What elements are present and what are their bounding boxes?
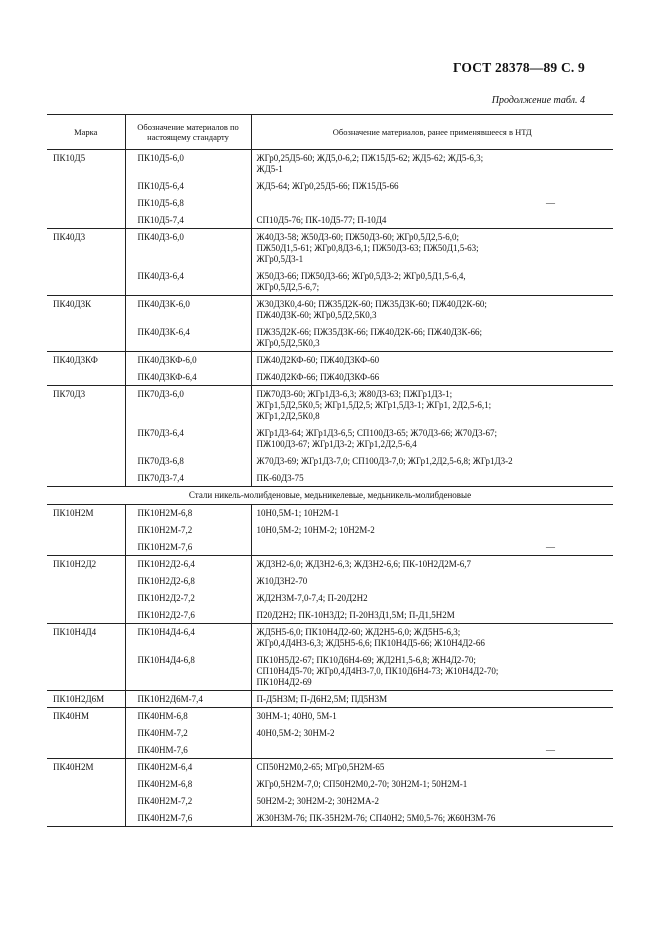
previous-designation-entry	[257, 542, 611, 553]
previous-designation-entry	[257, 271, 611, 293]
mark-cell: ПК40Д3	[47, 229, 125, 296]
designation-cell	[125, 229, 251, 296]
designation-entry	[138, 215, 248, 226]
designation-cell	[125, 150, 251, 229]
table-row	[47, 296, 613, 352]
previous-designation-entry	[257, 694, 611, 705]
previous-designation-line: ПЖ70Д3-60; ЖГр1Д3-6,3; Ж80Д3-63; ПЖГр1Д3-1;	[256, 389, 453, 399]
previous-designation-entry	[257, 559, 611, 570]
previous-designation-entry	[257, 813, 611, 824]
previous-designation-entry	[257, 593, 611, 604]
previous-designation-line: 40Н0,5М-2; 30НМ-2	[256, 727, 335, 738]
previous-designation-line: ЖГр1,5Д2,5К0,5; ЖГр1,5Д2,5; ЖГр1,5Д3-1; ЖГр1, 2Д2,5-6,1;	[256, 400, 492, 410]
previous-designation-line: ПЖ40Д2КФ-66; ПЖ40Д3КФ-66	[256, 372, 380, 382]
designation-text: ПК10Н2М-7,2	[137, 524, 193, 535]
designation-cell	[125, 352, 251, 386]
previous-designation-line: —	[546, 744, 555, 755]
mark-cell: ПК10Н4Д4	[47, 623, 125, 690]
previous-designation-line: П20Д2Н2; ПК-10Н3Д2; П-20Н3Д1,5М; П-Д1,5Н2М	[256, 609, 455, 620]
designation-cell	[125, 758, 251, 826]
designation-entry	[138, 525, 248, 536]
previous-designation-line: 10Н0,5М-2; 10НМ-2; 10Н2М-2	[256, 524, 375, 535]
previous-designation-line: Ж40Д3-58; Ж50Д3-60; ПЖ50Д3-60; ЖГр0,5Д2,5-6,0;	[256, 232, 459, 242]
designation-text: ПК40НМ-7,2	[137, 727, 188, 738]
previous-designation-line: ПЖ100Д3-67; ЖГр1Д3-2; ЖГр1,2Д2,5-6,4	[256, 439, 417, 449]
previous-designation-entry	[257, 762, 611, 773]
mark-cell: ПК10Н2Д6М	[47, 690, 125, 707]
previous-designation-line: Ж30Д3К0,4-60; ПЖ35Д2К-60; ПЖ35Д3К-60; ПЖ40Д2К-60;	[256, 299, 487, 309]
designation-text: ПК10Д5-6,4	[137, 181, 184, 191]
designation-text: ПК10Д5-6,0	[137, 153, 184, 163]
previous-designation-entry	[257, 655, 611, 688]
designation-text: ПК40НМ-6,8	[137, 710, 188, 721]
previous-designation-entry	[257, 232, 611, 265]
designation-text: ПК10Н2Д2-6,8	[137, 575, 195, 586]
column-header-mark: Марка	[47, 115, 125, 150]
previous-designation-entry	[257, 576, 611, 587]
designation-entry	[138, 711, 248, 722]
column-header-designation: Обозначение материалов по настоящему стандарту	[125, 115, 251, 150]
previous-designation-entry	[257, 627, 611, 649]
designation-entry	[138, 327, 248, 349]
previous-designation-cell	[251, 707, 613, 758]
mark-cell: ПК10Д5	[47, 150, 125, 229]
designation-entry	[138, 610, 248, 621]
designation-entry	[138, 779, 248, 790]
designation-text: ПК10Н2М-7,6	[137, 541, 193, 552]
table-row	[47, 386, 613, 487]
previous-designation-cell	[251, 352, 613, 386]
previous-designation-entry	[257, 198, 611, 209]
designation-entry	[138, 389, 248, 422]
designation-entry	[138, 813, 248, 824]
previous-designation-entry	[257, 473, 611, 484]
previous-designation-line: ПЖ40Д3К-60; ЖГр0,5Д2,5К0,3	[256, 310, 377, 320]
designation-entry	[138, 232, 248, 265]
materials-table	[47, 114, 613, 827]
designation-entry	[138, 762, 248, 773]
previous-designation-line: —	[546, 541, 555, 552]
designation-entry	[138, 271, 248, 293]
designation-entry	[138, 508, 248, 519]
previous-designation-entry	[257, 508, 611, 519]
designation-text: ПК10Н2Д2-7,6	[137, 609, 195, 620]
previous-designation-entry	[257, 372, 611, 383]
table-continuation-label: Продолжение табл. 4	[491, 95, 585, 106]
previous-designation-entry	[257, 327, 611, 349]
column-header-previous-designation: Обозначение материалов, ранее применявшееся в НТД	[251, 115, 613, 150]
designation-entry	[138, 576, 248, 587]
previous-designation-cell	[251, 555, 613, 623]
designation-text: ПК10Д5-6,8	[137, 198, 184, 208]
table-row	[47, 504, 613, 555]
designation-text: ПК40НМ-7,6	[137, 744, 188, 755]
mark-cell: ПК10Н2Д2	[47, 555, 125, 623]
mark-cell: ПК40Н2М	[47, 758, 125, 826]
designation-text: ПК10Н2Д6М-7,4	[137, 693, 203, 704]
designation-entry	[138, 198, 248, 209]
designation-text: ПК40Д3КФ-6,4	[137, 372, 197, 382]
previous-designation-line: Ж10Д3Н2-70	[256, 575, 308, 586]
previous-designation-entry	[257, 456, 611, 467]
designation-entry	[138, 456, 248, 467]
previous-designation-line: Ж50Д3-66; ПЖ50Д3-66; ЖГр0,5Д3-2; ЖГр0,5Д1,5-6,4,	[256, 271, 466, 281]
previous-designation-entry	[257, 745, 611, 756]
previous-designation-cell	[251, 758, 613, 826]
previous-designation-line: ЖД2Н3М-7,0-7,4; П-20Д2Н2	[256, 592, 368, 603]
designation-cell	[125, 504, 251, 555]
previous-designation-line: ПЖ50Д1,5-61; ЖГр0,8Д3-6,1; ПЖ50Д3-63; ПЖ50Д1,5-63;	[256, 243, 479, 253]
table-row	[47, 352, 613, 386]
previous-designation-line: ЖГр0,5Д3-1	[256, 254, 304, 264]
designation-text: ПК40Н2М-6,8	[137, 778, 193, 789]
mark-cell: ПК40Д3К	[47, 296, 125, 352]
table-row	[47, 690, 613, 707]
designation-text: ПК40Д3-6,4	[137, 271, 184, 281]
designation-text: ПК10Д5-7,4	[137, 215, 184, 225]
designation-text: ПК40Н2М-6,4	[137, 761, 193, 772]
designation-cell	[125, 386, 251, 487]
previous-designation-line: 50Н2М-2; 30Н2М-2; 30Н2МА-2	[256, 795, 379, 806]
previous-designation-line: —	[546, 198, 555, 208]
designation-entry	[138, 694, 248, 705]
designation-text: ПК40Д3К-6,0	[137, 299, 190, 309]
designation-entry	[138, 542, 248, 553]
table-row	[47, 150, 613, 229]
designation-cell	[125, 707, 251, 758]
table-row	[47, 707, 613, 758]
previous-designation-line: 10Н0,5М-1; 10Н2М-1	[256, 507, 339, 518]
previous-designation-entry	[257, 389, 611, 422]
section-title: Стали никель-молибденовые, медьникелевые, медьникель-молибденовые	[47, 487, 613, 505]
previous-designation-entry	[257, 215, 611, 226]
designation-text: ПК10Н2Д2-6,4	[137, 558, 195, 569]
previous-designation-entry	[257, 728, 611, 739]
designation-entry	[138, 372, 248, 383]
previous-designation-line: П-Д5Н3М; П-Д6Н2,5М; ПД5Н3М	[256, 693, 388, 704]
previous-designation-cell	[251, 504, 613, 555]
previous-designation-line: ЖГр1Д3-64; ЖГр1Д3-6,5; СП100Д3-65; Ж70Д3-66; Ж70Д3-67;	[256, 428, 497, 438]
designation-text: ПК40Д3-6,0	[137, 232, 184, 242]
page-header: ГОСТ 28378—89 С. 9	[452, 60, 585, 75]
designation-entry	[138, 153, 248, 175]
previous-designation-entry	[257, 779, 611, 790]
designation-text: ПК10Н2Д2-7,2	[137, 592, 195, 603]
previous-designation-line: ЖГр0,5Д2,5К0,3	[256, 338, 320, 348]
designation-entry	[138, 299, 248, 321]
designation-entry	[138, 355, 248, 366]
designation-entry	[138, 428, 248, 450]
previous-designation-line: ЖГр0,4Д4Н3-6,3; ЖД5Н5-6,6; ПК10Н4Д5-66; Ж10Н4Д2-66	[256, 637, 485, 648]
previous-designation-entry	[257, 428, 611, 450]
designation-cell	[125, 555, 251, 623]
previous-designation-line: ПК10Н5Д2-67; ПК10Д6Н4-69; ЖД2Н1,5-6,8; ЖН4Д2-70;	[256, 654, 476, 665]
designation-entry	[138, 796, 248, 807]
previous-designation-line: ПЖ40Д2КФ-60; ПЖ40Д3КФ-60	[256, 355, 380, 365]
designation-text: ПК40Н2М-7,2	[137, 795, 193, 806]
designation-text: ПК40Д3КФ-6,0	[137, 355, 197, 365]
previous-designation-line: СП50Н2М0,2-65; МГр0,5Н2М-65	[256, 761, 385, 772]
previous-designation-line: ПК-60Д3-75	[256, 473, 304, 483]
previous-designation-entry	[257, 525, 611, 536]
designation-entry	[138, 745, 248, 756]
previous-designation-cell	[251, 150, 613, 229]
previous-designation-cell	[251, 229, 613, 296]
previous-designation-entry	[257, 153, 611, 175]
designation-text: ПК70Д3-7,4	[137, 473, 184, 483]
previous-designation-line: СП10Н4Д5-70; ЖГр0,4Д4Н3-7,0, ПК10Д6Н4-73; Ж10Н4Д2-70;	[256, 665, 499, 676]
previous-designation-line: 30НМ-1; 40Н0, 5М-1	[256, 710, 337, 721]
previous-designation-entry	[257, 711, 611, 722]
designation-text: ПК40Д3К-6,4	[137, 327, 190, 337]
previous-designation-line: Ж70Д3-69; ЖГр1Д3-7,0; СП100Д3-7,0; ЖГр1,2Д2,5-6,8; ЖГр1Д3-2	[256, 456, 513, 466]
previous-designation-line: ЖГр0,5Н2М-7,0; СП50Н2М0,2-70; 30Н2М-1; 50Н2М-1	[256, 778, 468, 789]
designation-text: ПК70Д3-6,8	[137, 456, 184, 466]
previous-designation-line: ЖГр1,2Д2,5К0,8	[256, 411, 320, 421]
previous-designation-cell	[251, 386, 613, 487]
designation-entry	[138, 655, 248, 688]
table-row	[47, 623, 613, 690]
designation-entry	[138, 593, 248, 604]
section-row	[47, 487, 613, 505]
previous-designation-cell	[251, 690, 613, 707]
previous-designation-cell	[251, 623, 613, 690]
designation-text: ПК10Н2М-6,8	[137, 507, 193, 518]
designation-text: ПК10Н4Д4-6,8	[137, 654, 195, 665]
designation-entry	[138, 728, 248, 739]
previous-designation-entry	[257, 355, 611, 366]
previous-designation-entry	[257, 610, 611, 621]
designation-entry	[138, 473, 248, 484]
designation-entry	[138, 627, 248, 649]
previous-designation-line: ЖД5Н5-6,0; ПК10Н4Д2-60; ЖД2Н5-6,0; ЖД5Н5-6,3;	[256, 626, 461, 637]
previous-designation-entry	[257, 181, 611, 192]
designation-text: ПК10Н4Д4-6,4	[137, 626, 195, 637]
previous-designation-line: ПК10Н4Д2-69	[256, 676, 312, 687]
mark-cell: ПК40НМ	[47, 707, 125, 758]
previous-designation-line: ПЖ35Д2К-66; ПЖ35Д3К-66; ПЖ40Д2К-66; ПЖ40Д3К-66;	[256, 327, 483, 337]
table-row	[47, 229, 613, 296]
mark-cell: ПК40Д3КФ	[47, 352, 125, 386]
previous-designation-line: СП10Д5-76; ПК-10Д5-77; П-10Д4	[256, 215, 387, 225]
designation-cell	[125, 690, 251, 707]
previous-designation-line: ЖД3Н2-6,0; ЖД3Н2-6,3; ЖД3Н2-6,6; ПК-10Н2Д2М-6,7	[256, 558, 471, 569]
mark-cell: ПК10Н2М	[47, 504, 125, 555]
previous-designation-line: ЖГр0,5Д2,5-6,7;	[256, 282, 320, 292]
mark-cell: ПК70Д3	[47, 386, 125, 487]
previous-designation-line: Ж30Н3М-76; ПК-35Н2М-76; СП40Н2; 5М0,5-76; Ж60Н3М-76	[256, 812, 496, 823]
previous-designation-cell	[251, 296, 613, 352]
designation-text: ПК70Д3-6,0	[137, 389, 184, 399]
designation-text: ПК70Д3-6,4	[137, 428, 184, 438]
designation-cell	[125, 296, 251, 352]
previous-designation-line: ЖД5-1	[256, 164, 283, 174]
previous-designation-line: ЖГр0,25Д5-60; ЖД5,0-6,2; ПЖ15Д5-62; ЖД5-62; ЖД5-6,3;	[256, 153, 484, 163]
designation-text: ПК40Н2М-7,6	[137, 812, 193, 823]
table-row	[47, 758, 613, 826]
table-row	[47, 555, 613, 623]
designation-entry	[138, 559, 248, 570]
previous-designation-entry	[257, 796, 611, 807]
designation-entry	[138, 181, 248, 192]
previous-designation-line: ЖД5-64; ЖГр0,25Д5-66; ПЖ15Д5-66	[256, 181, 399, 191]
designation-cell	[125, 623, 251, 690]
previous-designation-entry	[257, 299, 611, 321]
